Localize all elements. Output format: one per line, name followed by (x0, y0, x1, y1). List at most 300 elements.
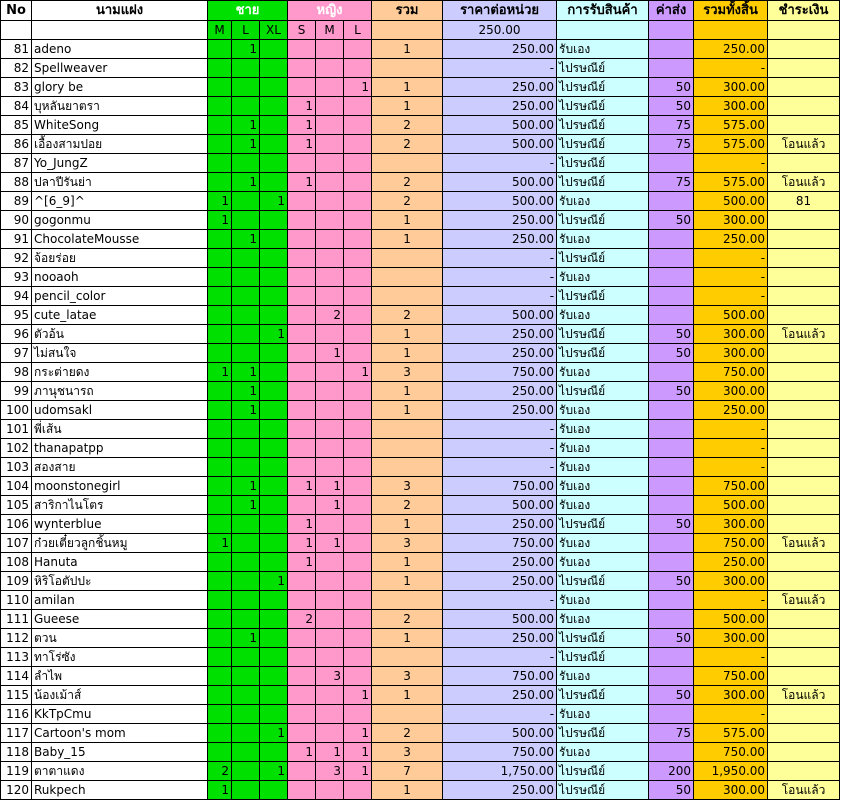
cell-payment[interactable]: โอนแล้ว (768, 325, 840, 344)
cell-no[interactable]: 85 (1, 116, 32, 135)
cell-no[interactable]: 115 (1, 686, 32, 705)
cell-unit-price[interactable]: 250.00 (443, 572, 557, 591)
cell-total[interactable]: 7 (372, 762, 443, 781)
cell-pickup[interactable]: ไปรษณีย์ (557, 648, 649, 667)
cell-payment[interactable] (768, 78, 840, 97)
cell-men-m[interactable] (208, 648, 232, 667)
cell-women-m[interactable] (316, 629, 344, 648)
cell-women-s[interactable]: 1 (288, 553, 316, 572)
cell-shipping[interactable] (649, 306, 694, 325)
cell-name[interactable]: WhiteSong (32, 116, 208, 135)
cell-women-m[interactable] (316, 192, 344, 211)
cell-payment[interactable] (768, 724, 840, 743)
cell-payment[interactable] (768, 40, 840, 59)
cell-payment[interactable] (768, 496, 840, 515)
cell-total[interactable]: 1 (372, 325, 443, 344)
cell-women-m[interactable] (316, 591, 344, 610)
cell-payment[interactable] (768, 344, 840, 363)
cell-unit-price[interactable]: 750.00 (443, 667, 557, 686)
cell-grand-total[interactable]: - (694, 458, 768, 477)
cell-women-l[interactable]: 1 (344, 686, 372, 705)
cell-shipping[interactable] (649, 591, 694, 610)
cell-women-s[interactable] (288, 230, 316, 249)
cell-men-m[interactable] (208, 306, 232, 325)
cell-shipping[interactable] (649, 648, 694, 667)
cell-men-xl[interactable] (260, 401, 288, 420)
cell-men-l[interactable] (232, 705, 260, 724)
cell-men-xl[interactable] (260, 743, 288, 762)
cell-women-m[interactable]: 1 (316, 743, 344, 762)
cell-total[interactable]: 2 (372, 192, 443, 211)
cell-women-s[interactable] (288, 306, 316, 325)
cell-men-l[interactable] (232, 59, 260, 78)
cell-no[interactable]: 84 (1, 97, 32, 116)
size-cell-blank[interactable] (557, 21, 649, 40)
cell-men-l[interactable] (232, 420, 260, 439)
cell-shipping[interactable] (649, 705, 694, 724)
header-pickup[interactable]: การรับสินค้า (557, 1, 649, 21)
cell-name[interactable]: น้องเม้าส์ (32, 686, 208, 705)
cell-men-xl[interactable] (260, 553, 288, 572)
cell-shipping[interactable] (649, 59, 694, 78)
cell-payment[interactable] (768, 553, 840, 572)
cell-pickup[interactable]: รับเอง (557, 705, 649, 724)
cell-shipping[interactable] (649, 420, 694, 439)
cell-men-xl[interactable]: 1 (260, 762, 288, 781)
cell-men-l[interactable]: 1 (232, 382, 260, 401)
cell-women-m[interactable] (316, 401, 344, 420)
cell-total[interactable]: 3 (372, 667, 443, 686)
cell-unit-price[interactable]: - (443, 705, 557, 724)
cell-men-xl[interactable] (260, 287, 288, 306)
cell-unit-price[interactable]: 750.00 (443, 534, 557, 553)
cell-payment[interactable] (768, 97, 840, 116)
cell-women-m[interactable] (316, 211, 344, 230)
cell-total[interactable]: 3 (372, 534, 443, 553)
cell-men-m[interactable] (208, 325, 232, 344)
cell-payment[interactable] (768, 705, 840, 724)
cell-pickup[interactable]: รับเอง (557, 401, 649, 420)
header-price-value[interactable]: 250.00 (443, 21, 557, 40)
header-name[interactable]: นามแฝง (32, 1, 208, 21)
cell-women-l[interactable]: 1 (344, 724, 372, 743)
cell-women-l[interactable]: 1 (344, 363, 372, 382)
cell-men-l[interactable]: 1 (232, 401, 260, 420)
cell-total[interactable]: 3 (372, 477, 443, 496)
cell-men-m[interactable] (208, 515, 232, 534)
cell-grand-total[interactable]: - (694, 648, 768, 667)
cell-men-xl[interactable] (260, 496, 288, 515)
cell-women-s[interactable] (288, 686, 316, 705)
cell-men-l[interactable] (232, 762, 260, 781)
cell-grand-total[interactable]: 300.00 (694, 781, 768, 800)
cell-men-m[interactable] (208, 724, 232, 743)
cell-unit-price[interactable]: - (443, 439, 557, 458)
cell-men-l[interactable] (232, 591, 260, 610)
cell-women-l[interactable] (344, 306, 372, 325)
cell-total[interactable]: 2 (372, 610, 443, 629)
cell-women-s[interactable] (288, 363, 316, 382)
cell-no[interactable]: 104 (1, 477, 32, 496)
cell-women-m[interactable]: 3 (316, 762, 344, 781)
cell-grand-total[interactable]: - (694, 705, 768, 724)
cell-total[interactable]: 1 (372, 382, 443, 401)
cell-women-m[interactable] (316, 268, 344, 287)
cell-women-l[interactable] (344, 458, 372, 477)
cell-total[interactable] (372, 458, 443, 477)
cell-name[interactable]: ปลาปีรันย่า (32, 173, 208, 192)
cell-men-xl[interactable] (260, 97, 288, 116)
cell-unit-price[interactable]: - (443, 268, 557, 287)
cell-unit-price[interactable]: 250.00 (443, 382, 557, 401)
cell-grand-total[interactable]: 300.00 (694, 344, 768, 363)
cell-women-m[interactable] (316, 705, 344, 724)
cell-grand-total[interactable]: 250.00 (694, 553, 768, 572)
cell-pickup[interactable]: รับเอง (557, 610, 649, 629)
cell-pickup[interactable]: ไปรษณีย์ (557, 287, 649, 306)
cell-unit-price[interactable]: 250.00 (443, 344, 557, 363)
cell-women-l[interactable]: 1 (344, 743, 372, 762)
cell-grand-total[interactable]: 250.00 (694, 230, 768, 249)
cell-men-xl[interactable] (260, 686, 288, 705)
cell-shipping[interactable] (649, 249, 694, 268)
cell-unit-price[interactable]: 500.00 (443, 116, 557, 135)
cell-pickup[interactable]: รับเอง (557, 553, 649, 572)
header-men[interactable]: ชาย (208, 1, 288, 21)
cell-pickup[interactable]: รับเอง (557, 420, 649, 439)
cell-women-l[interactable] (344, 629, 372, 648)
cell-men-l[interactable] (232, 648, 260, 667)
cell-payment[interactable] (768, 572, 840, 591)
cell-women-m[interactable] (316, 135, 344, 154)
cell-men-m[interactable] (208, 97, 232, 116)
cell-pickup[interactable]: รับเอง (557, 458, 649, 477)
cell-men-m[interactable]: 1 (208, 211, 232, 230)
cell-total[interactable]: 3 (372, 363, 443, 382)
cell-women-m[interactable] (316, 420, 344, 439)
cell-no[interactable]: 111 (1, 610, 32, 629)
cell-pickup[interactable]: รับเอง (557, 591, 649, 610)
cell-unit-price[interactable]: 500.00 (443, 192, 557, 211)
cell-men-l[interactable]: 1 (232, 135, 260, 154)
cell-grand-total[interactable]: 500.00 (694, 610, 768, 629)
size-men-m[interactable]: M (208, 21, 232, 40)
cell-men-m[interactable] (208, 116, 232, 135)
cell-unit-price[interactable]: - (443, 154, 557, 173)
cell-men-m[interactable] (208, 458, 232, 477)
cell-no[interactable]: 113 (1, 648, 32, 667)
cell-total[interactable] (372, 287, 443, 306)
cell-women-s[interactable] (288, 401, 316, 420)
cell-name[interactable]: ภานุชนารถ (32, 382, 208, 401)
cell-men-m[interactable]: 1 (208, 363, 232, 382)
cell-name[interactable]: ตาตาแดง (32, 762, 208, 781)
cell-men-l[interactable] (232, 534, 260, 553)
cell-total[interactable]: 2 (372, 724, 443, 743)
cell-women-l[interactable] (344, 534, 372, 553)
cell-women-s[interactable] (288, 781, 316, 800)
cell-pickup[interactable]: รับเอง (557, 192, 649, 211)
cell-no[interactable]: 116 (1, 705, 32, 724)
cell-grand-total[interactable]: 250.00 (694, 401, 768, 420)
cell-pickup[interactable]: ไปรษณีย์ (557, 382, 649, 401)
cell-payment[interactable] (768, 211, 840, 230)
cell-payment[interactable] (768, 287, 840, 306)
cell-grand-total[interactable]: - (694, 439, 768, 458)
cell-total[interactable]: 1 (372, 572, 443, 591)
cell-men-xl[interactable] (260, 667, 288, 686)
cell-women-m[interactable] (316, 781, 344, 800)
cell-name[interactable]: Baby_15 (32, 743, 208, 762)
cell-payment[interactable] (768, 762, 840, 781)
cell-women-m[interactable] (316, 116, 344, 135)
cell-total[interactable]: 1 (372, 211, 443, 230)
cell-name[interactable]: amilan (32, 591, 208, 610)
cell-men-l[interactable] (232, 249, 260, 268)
cell-women-m[interactable] (316, 610, 344, 629)
size-cell-blank[interactable] (1, 21, 32, 40)
cell-men-l[interactable] (232, 344, 260, 363)
cell-total[interactable] (372, 591, 443, 610)
cell-shipping[interactable]: 50 (649, 686, 694, 705)
cell-shipping[interactable]: 50 (649, 572, 694, 591)
cell-men-l[interactable] (232, 743, 260, 762)
cell-total[interactable]: 1 (372, 78, 443, 97)
cell-no[interactable]: 119 (1, 762, 32, 781)
cell-women-l[interactable] (344, 211, 372, 230)
cell-total[interactable]: 1 (372, 515, 443, 534)
cell-men-l[interactable]: 1 (232, 116, 260, 135)
cell-men-l[interactable] (232, 78, 260, 97)
cell-grand-total[interactable]: 300.00 (694, 572, 768, 591)
cell-pickup[interactable]: รับเอง (557, 268, 649, 287)
cell-men-xl[interactable] (260, 230, 288, 249)
cell-shipping[interactable]: 50 (649, 325, 694, 344)
cell-unit-price[interactable]: 500.00 (443, 724, 557, 743)
cell-total[interactable]: 1 (372, 686, 443, 705)
cell-men-m[interactable] (208, 591, 232, 610)
cell-men-xl[interactable] (260, 59, 288, 78)
cell-shipping[interactable] (649, 553, 694, 572)
cell-total[interactable]: 1 (372, 781, 443, 800)
cell-men-m[interactable] (208, 439, 232, 458)
cell-no[interactable]: 89 (1, 192, 32, 211)
cell-unit-price[interactable]: 250.00 (443, 553, 557, 572)
cell-men-m[interactable] (208, 610, 232, 629)
cell-men-xl[interactable] (260, 591, 288, 610)
cell-payment[interactable] (768, 477, 840, 496)
cell-men-m[interactable]: 1 (208, 534, 232, 553)
cell-men-m[interactable] (208, 667, 232, 686)
cell-pickup[interactable]: รับเอง (557, 439, 649, 458)
cell-women-l[interactable] (344, 287, 372, 306)
cell-grand-total[interactable]: 500.00 (694, 192, 768, 211)
cell-total[interactable]: 1 (372, 344, 443, 363)
cell-men-xl[interactable] (260, 629, 288, 648)
cell-men-xl[interactable] (260, 382, 288, 401)
cell-pickup[interactable]: ไปรษณีย์ (557, 686, 649, 705)
header-no[interactable]: No (1, 1, 32, 21)
cell-men-m[interactable]: 2 (208, 762, 232, 781)
cell-name[interactable]: Cartoon's mom (32, 724, 208, 743)
cell-unit-price[interactable]: 250.00 (443, 686, 557, 705)
cell-women-s[interactable]: 1 (288, 116, 316, 135)
cell-men-xl[interactable] (260, 610, 288, 629)
cell-men-l[interactable]: 1 (232, 496, 260, 515)
cell-no[interactable]: 98 (1, 363, 32, 382)
cell-women-m[interactable] (316, 439, 344, 458)
cell-total[interactable] (372, 268, 443, 287)
cell-pickup[interactable]: รับเอง (557, 230, 649, 249)
cell-unit-price[interactable]: 250.00 (443, 97, 557, 116)
size-cell-blank[interactable] (372, 21, 443, 40)
cell-pickup[interactable]: รับเอง (557, 743, 649, 762)
cell-men-m[interactable] (208, 135, 232, 154)
cell-women-s[interactable] (288, 572, 316, 591)
cell-grand-total[interactable]: - (694, 154, 768, 173)
cell-men-xl[interactable] (260, 268, 288, 287)
cell-women-s[interactable] (288, 78, 316, 97)
cell-men-xl[interactable] (260, 40, 288, 59)
cell-name[interactable]: glory be (32, 78, 208, 97)
cell-grand-total[interactable]: 300.00 (694, 382, 768, 401)
cell-no[interactable]: 108 (1, 553, 32, 572)
cell-unit-price[interactable]: 500.00 (443, 610, 557, 629)
cell-total[interactable]: 3 (372, 743, 443, 762)
cell-total[interactable] (372, 648, 443, 667)
cell-payment[interactable] (768, 648, 840, 667)
cell-no[interactable]: 91 (1, 230, 32, 249)
cell-women-l[interactable] (344, 515, 372, 534)
cell-men-l[interactable] (232, 192, 260, 211)
cell-men-l[interactable] (232, 97, 260, 116)
cell-unit-price[interactable]: 250.00 (443, 781, 557, 800)
cell-unit-price[interactable]: 500.00 (443, 135, 557, 154)
cell-men-m[interactable] (208, 344, 232, 363)
cell-name[interactable]: wynterblue (32, 515, 208, 534)
cell-women-s[interactable]: 1 (288, 97, 316, 116)
cell-women-m[interactable] (316, 173, 344, 192)
cell-women-s[interactable] (288, 287, 316, 306)
cell-women-l[interactable] (344, 135, 372, 154)
cell-name[interactable]: Hanuta (32, 553, 208, 572)
cell-women-s[interactable] (288, 59, 316, 78)
cell-no[interactable]: 86 (1, 135, 32, 154)
cell-unit-price[interactable]: - (443, 591, 557, 610)
cell-shipping[interactable]: 50 (649, 781, 694, 800)
cell-unit-price[interactable]: 250.00 (443, 629, 557, 648)
size-women-l[interactable]: L (344, 21, 372, 40)
header-grand-total[interactable]: รวมทั้งสิ้น (694, 1, 768, 21)
cell-women-s[interactable]: 1 (288, 477, 316, 496)
cell-pickup[interactable]: รับเอง (557, 667, 649, 686)
cell-women-m[interactable]: 1 (316, 344, 344, 363)
size-cell-blank[interactable] (32, 21, 208, 40)
cell-name[interactable]: adeno (32, 40, 208, 59)
cell-name[interactable]: ChocolateMousse (32, 230, 208, 249)
cell-women-s[interactable] (288, 667, 316, 686)
cell-payment[interactable] (768, 249, 840, 268)
cell-women-l[interactable] (344, 401, 372, 420)
cell-no[interactable]: 100 (1, 401, 32, 420)
cell-women-l[interactable] (344, 230, 372, 249)
cell-pickup[interactable]: ไปรษณีย์ (557, 59, 649, 78)
cell-pickup[interactable]: ไปรษณีย์ (557, 515, 649, 534)
cell-no[interactable]: 101 (1, 420, 32, 439)
cell-men-m[interactable] (208, 59, 232, 78)
cell-grand-total[interactable]: 750.00 (694, 363, 768, 382)
cell-men-m[interactable]: 1 (208, 781, 232, 800)
cell-pickup[interactable]: ไปรษณีย์ (557, 78, 649, 97)
cell-women-s[interactable] (288, 496, 316, 515)
cell-shipping[interactable]: 50 (649, 344, 694, 363)
cell-no[interactable]: 102 (1, 439, 32, 458)
cell-grand-total[interactable]: - (694, 249, 768, 268)
cell-women-l[interactable]: 1 (344, 78, 372, 97)
cell-men-m[interactable] (208, 382, 232, 401)
cell-unit-price[interactable]: 750.00 (443, 743, 557, 762)
cell-women-s[interactable] (288, 458, 316, 477)
cell-pickup[interactable]: รับเอง (557, 477, 649, 496)
cell-payment[interactable]: โอนแล้ว (768, 591, 840, 610)
cell-women-m[interactable] (316, 97, 344, 116)
cell-women-s[interactable] (288, 192, 316, 211)
cell-women-l[interactable] (344, 648, 372, 667)
cell-men-l[interactable]: 1 (232, 477, 260, 496)
cell-no[interactable]: 112 (1, 629, 32, 648)
cell-no[interactable]: 92 (1, 249, 32, 268)
cell-no[interactable]: 87 (1, 154, 32, 173)
cell-name[interactable]: nooaoh (32, 268, 208, 287)
cell-total[interactable] (372, 439, 443, 458)
cell-women-l[interactable] (344, 116, 372, 135)
cell-unit-price[interactable]: - (443, 458, 557, 477)
cell-payment[interactable] (768, 667, 840, 686)
cell-women-l[interactable] (344, 477, 372, 496)
cell-unit-price[interactable]: - (443, 420, 557, 439)
cell-unit-price[interactable]: 750.00 (443, 477, 557, 496)
size-women-s[interactable]: S (288, 21, 316, 40)
cell-women-m[interactable]: 3 (316, 667, 344, 686)
cell-name[interactable]: จ้อยร่อย (32, 249, 208, 268)
cell-pickup[interactable]: ไปรษณีย์ (557, 325, 649, 344)
cell-pickup[interactable]: ไปรษณีย์ (557, 173, 649, 192)
cell-women-m[interactable] (316, 382, 344, 401)
cell-women-l[interactable] (344, 667, 372, 686)
cell-women-l[interactable] (344, 382, 372, 401)
cell-unit-price[interactable]: 250.00 (443, 325, 557, 344)
cell-no[interactable]: 88 (1, 173, 32, 192)
cell-grand-total[interactable]: - (694, 591, 768, 610)
cell-no[interactable]: 105 (1, 496, 32, 515)
cell-no[interactable]: 96 (1, 325, 32, 344)
cell-men-l[interactable] (232, 724, 260, 743)
cell-total[interactable]: 1 (372, 230, 443, 249)
cell-women-m[interactable] (316, 249, 344, 268)
cell-men-xl[interactable]: 1 (260, 192, 288, 211)
header-women[interactable]: หญิง (288, 1, 372, 21)
cell-women-m[interactable] (316, 78, 344, 97)
cell-payment[interactable] (768, 420, 840, 439)
cell-grand-total[interactable]: 575.00 (694, 724, 768, 743)
cell-men-l[interactable] (232, 325, 260, 344)
cell-grand-total[interactable]: 575.00 (694, 116, 768, 135)
cell-payment[interactable] (768, 401, 840, 420)
cell-name[interactable]: gogonmu (32, 211, 208, 230)
cell-unit-price[interactable]: 250.00 (443, 40, 557, 59)
cell-women-s[interactable]: 1 (288, 135, 316, 154)
cell-women-s[interactable] (288, 325, 316, 344)
